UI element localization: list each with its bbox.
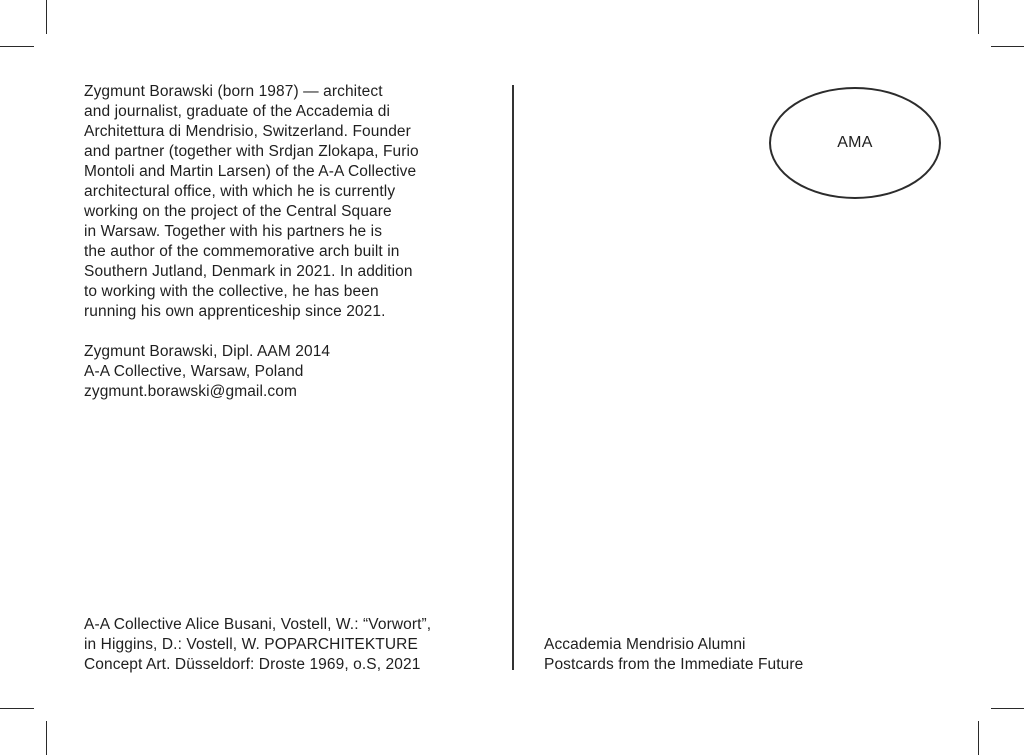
crop-mark-top-left-vertical bbox=[46, 0, 47, 34]
ama-stamp bbox=[769, 87, 941, 199]
crop-mark-bottom-left-horizontal bbox=[0, 708, 34, 709]
author-signature: Zygmunt Borawski, Dipl. AAM 2014 A-A Collective, Warsaw, Poland zygmunt.borawski@gmail.com bbox=[84, 343, 331, 400]
biography-text: Zygmunt Borawski (born 1987) — architect and journalist, graduate of the Accademia di Architettura di Mendrisio, Switzerland. Founder and partner (together with Srdjan Zlokapa, Furio Montoli and Martin Larsen) of the A-A Collective architectural office, with which he is currently working on the project of the Central Square in Warsaw. Together with his partners he is the author of the commemorative arch built in Southern Jutland, Denmark in 2021. In addition to working with the collective, he has been running his own apprenticeship since 2021. bbox=[84, 83, 419, 320]
stamp-label: AMA bbox=[837, 134, 873, 151]
postcard-divider bbox=[512, 85, 514, 670]
crop-mark-bottom-right-horizontal bbox=[991, 708, 1024, 709]
crop-mark-bottom-right-vertical bbox=[978, 721, 979, 755]
image-credit: A-A Collective Alice Busani, Vostell, W.: “Vorwort”, in Higgins, D.: Vostell, W. POPARCHITEKTURE Concept Art. Düsseldorf: Droste 1969, o.S, 2021 bbox=[84, 616, 432, 673]
crop-mark-bottom-left-vertical bbox=[46, 721, 47, 755]
crop-mark-top-right-horizontal bbox=[991, 46, 1024, 47]
crop-mark-top-left-horizontal bbox=[0, 46, 34, 47]
crop-mark-top-right-vertical bbox=[978, 0, 979, 34]
postcard-footer: Accademia Mendrisio Alumni Postcards from the Immediate Future bbox=[544, 636, 804, 673]
